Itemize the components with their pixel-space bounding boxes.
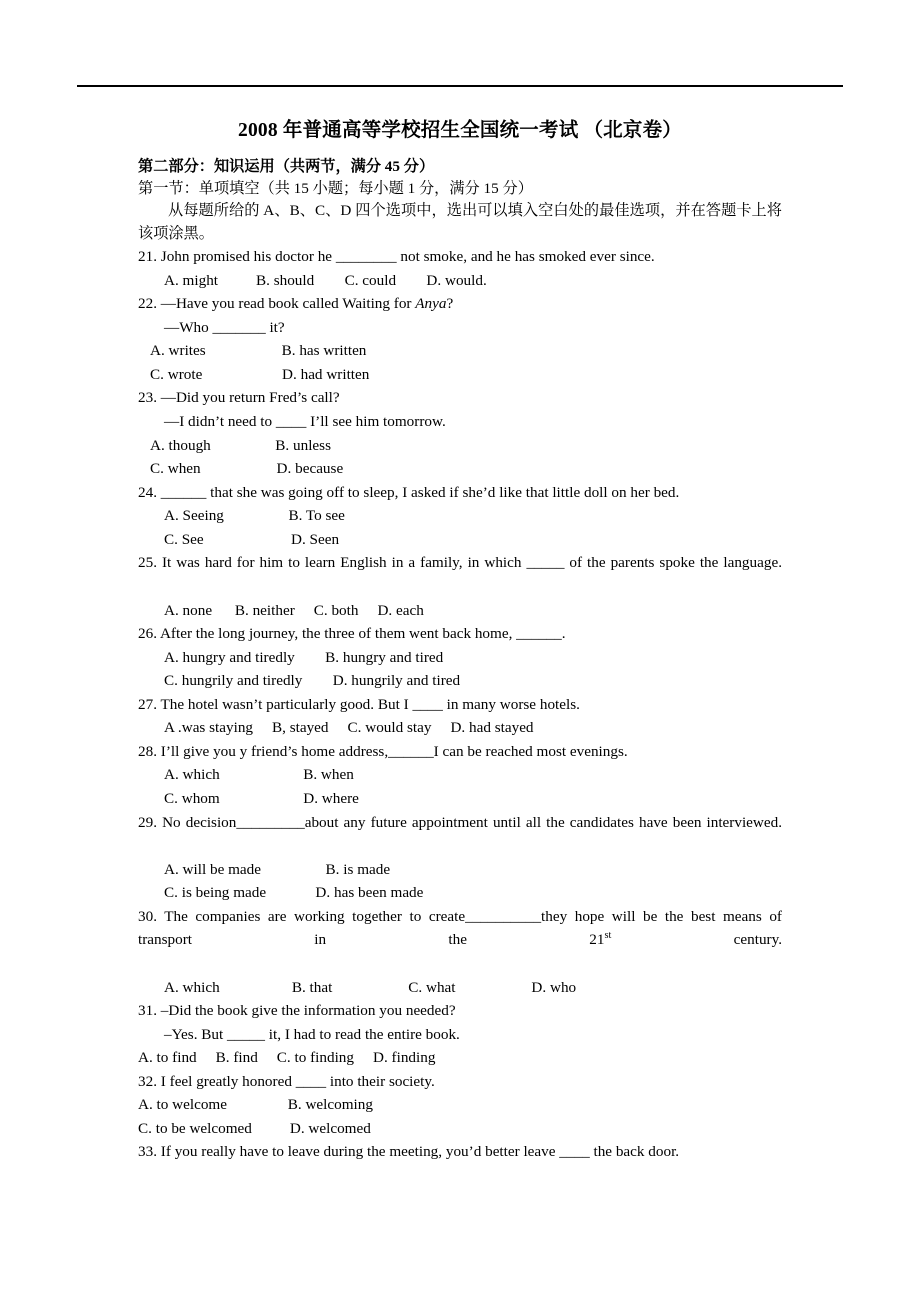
question-options-23-line1: A. though B. unless (150, 436, 331, 454)
question-options-23-line2: C. when D. because (150, 460, 344, 478)
question-number-32: 32. (138, 1072, 157, 1090)
question-number-33: 33. (138, 1143, 157, 1161)
question-text-24: ______ that she was going off to sleep, I asked if she’d like that little doll on her bed. (160, 483, 680, 501)
question-stem-21 (138, 245, 782, 269)
question-stem-22-line2: —Who _______ it? (164, 318, 285, 336)
page-title: 2008 年普通高等学校招生全国统一考试 （北京卷） (238, 120, 682, 141)
question-options-28-line1: A. which B. when (164, 766, 354, 784)
question-stem-28 (138, 740, 782, 764)
question-options-29-line1: A. will be made B. is made (164, 860, 391, 878)
question-options-22-line1: A. writes B. has written (150, 342, 367, 360)
question-stem-29 (138, 811, 782, 858)
question-number-22: 22. (138, 295, 157, 313)
question-text-26: After the long journey, the three of them went back home, ______. (159, 625, 566, 643)
question-options-31: A. to find B. find C. to finding D. finding (138, 1049, 436, 1067)
question-text-22-post: ? (446, 295, 454, 313)
question-text-21: John promised his doctor he ________ not smoke, and he has smoked ever since. (160, 248, 655, 266)
question-options-30: A. which B. that C. what D. who (164, 978, 577, 996)
section-heading: 第二部分：知识运用（共两节，满分 45 分） (138, 158, 435, 176)
section-subheading: 第一节：单项填空（共 15 小题；每小题 1 分，满分 15 分） (138, 180, 533, 198)
question-text-23: —Did you return Fred’s call? (160, 389, 340, 407)
question-options-32-line1: A. to welcome B. welcoming (138, 1096, 373, 1114)
question-options-25: A. none B. neither C. both D. each (164, 601, 424, 619)
question-options-24-line1: A. Seeing B. To see (164, 507, 345, 525)
question-text-22-pre: —Have you read book called Waiting for (160, 295, 416, 313)
question-options-26-line1: A. hungry and tiredly B. hungry and tired (164, 648, 444, 666)
question-stem-24 (138, 481, 782, 505)
question-stem-23 (138, 386, 782, 410)
question-stem-26 (138, 622, 782, 646)
question-options-22-line2: C. wrote D. had written (150, 365, 370, 383)
question-options-29-line2: C. is being made D. has been made (164, 884, 424, 902)
question-options-24-line2: C. See D. Seen (164, 530, 340, 548)
question-number-24: 24. (138, 483, 157, 501)
question-text-33: If you really have to leave during the meeting, you’d better leave ____ the back door. (160, 1143, 680, 1161)
header-divider (77, 85, 843, 87)
page-content (138, 118, 782, 1164)
question-number-25: 25. (138, 554, 157, 572)
question-text-31: –Did the book give the information you needed? (160, 1002, 456, 1020)
question-text-22-italic: Anya (415, 295, 447, 313)
question-options-28-line2: C. whom D. where (164, 790, 359, 807)
question-stem-22 (138, 292, 782, 316)
question-number-26: 26. (138, 625, 157, 643)
question-stem-32 (138, 1070, 782, 1094)
question-number-21: 21. (138, 248, 157, 266)
question-stem-25 (138, 551, 782, 598)
ordinal-suffix-30: st (604, 930, 612, 942)
question-text-25: It was hard for him to learn English in a family, in which _____ of the parents spoke the language. (161, 554, 782, 572)
question-text-28: I’ll give you y friend’s home address,______I can be reached most evenings. (160, 742, 628, 760)
question-text-32: I feel greatly honored ____ into their society. (160, 1072, 435, 1090)
question-text-30-post: century. (611, 931, 782, 949)
question-number-27: 27. (138, 695, 157, 713)
question-stem-27 (138, 693, 782, 717)
question-options-26-line2: C. hungrily and tiredly D. hungrily and tired (164, 672, 461, 690)
question-number-30: 30. (138, 907, 157, 925)
question-stem-33 (138, 1140, 782, 1164)
question-number-28: 28. (138, 742, 157, 760)
question-text-27: The hotel wasn’t particularly good. But I ____ in many worse hotels. (160, 695, 580, 713)
question-text-29: No decision_________about any future appointment until all the candidates have been interviewed. (162, 813, 783, 831)
question-number-31: 31. (138, 1002, 157, 1020)
section-instruction: 从每题所给的 A、B、C、D 四个选项中，选出可以填入空白处的最佳选项，并在答题卡上将该项涂黑。 (138, 202, 782, 242)
question-stem-31-line2: –Yes. But _____ it, I had to read the entire book. (164, 1025, 460, 1043)
question-stem-23-line2: —I didn’t need to ____ I’ll see him tomorrow. (164, 413, 446, 430)
question-number-29: 29. (138, 813, 157, 831)
question-options-21: A. might B. should C. could D. would. (164, 271, 487, 289)
question-options-32-line2: C. to be welcomed D. welcomed (138, 1119, 371, 1137)
question-stem-31 (138, 999, 782, 1023)
question-options-27: A .was staying B, stayed C. would stay D. had stayed (164, 719, 534, 737)
question-stem-30 (138, 905, 782, 976)
question-text-30-pre: The companies are working together to create__________they hope will be the best means of transport in the 21 (138, 907, 782, 949)
question-number-23: 23. (138, 389, 157, 407)
